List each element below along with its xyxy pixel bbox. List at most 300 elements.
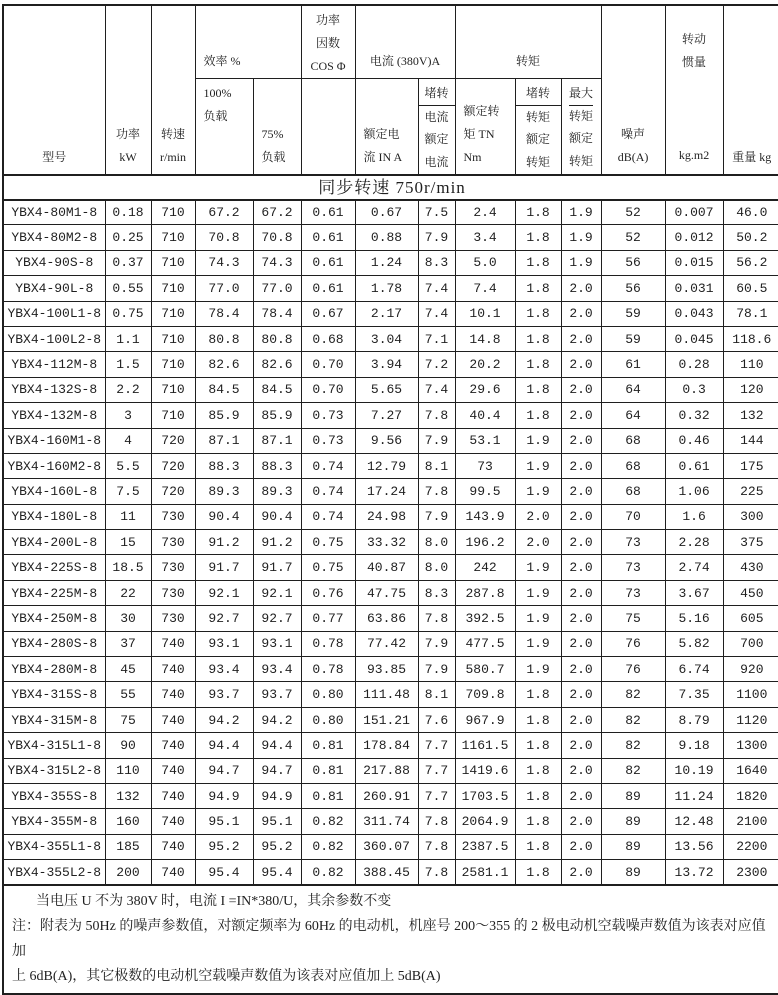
speed-cell: 740 [151, 834, 195, 859]
locked-torque-ratio-cell: 1.8 [515, 200, 561, 225]
speed-cell: 720 [151, 428, 195, 453]
speed-cell: 710 [151, 326, 195, 351]
efficiency-75-cell: 67.2 [253, 200, 301, 225]
table-row [3, 809, 778, 834]
power-factor-cell: 0.78 [301, 631, 355, 656]
model-cell: YBX4-160M1-8 [3, 428, 105, 453]
inertia-cell: 6.74 [665, 657, 723, 682]
noise-cell: 59 [601, 326, 665, 351]
locked-torque-ratio-cell: 1.8 [515, 352, 561, 377]
model-cell: YBX4-315L2-8 [3, 758, 105, 783]
power-factor-cell: 0.61 [301, 276, 355, 301]
inertia-cell: 3.67 [665, 580, 723, 605]
header-inertia-line1: 转动 [682, 31, 707, 46]
power-factor-cell: 0.61 [301, 200, 355, 225]
header-load-100 [195, 79, 253, 175]
rated-current-cell: 0.67 [355, 200, 418, 225]
speed-cell: 740 [151, 707, 195, 732]
efficiency-75-cell: 91.2 [253, 530, 301, 555]
locked-current-ratio-cell: 7.7 [418, 758, 455, 783]
rated-torque-cell: 7.4 [455, 276, 515, 301]
noise-cell: 52 [601, 200, 665, 225]
efficiency-100-cell: 94.4 [195, 733, 253, 758]
efficiency-75-cell: 95.4 [253, 860, 301, 885]
rated-torque-cell: 242 [455, 555, 515, 580]
weight-cell: 1100 [723, 682, 778, 707]
locked-torque-numerator: 堵转 [516, 82, 561, 106]
weight-cell: 225 [723, 479, 778, 504]
weight-cell: 56.2 [723, 250, 778, 275]
power-cell: 22 [105, 580, 151, 605]
noise-cell: 75 [601, 606, 665, 631]
speed-cell: 710 [151, 225, 195, 250]
efficiency-100-cell: 67.2 [195, 200, 253, 225]
table-row [3, 504, 778, 529]
power-cell: 4 [105, 428, 151, 453]
speed-cell: 740 [151, 733, 195, 758]
power-factor-cell: 0.74 [301, 504, 355, 529]
noise-cell: 89 [601, 834, 665, 859]
speed-cell: 710 [151, 377, 195, 402]
power-factor-cell: 0.77 [301, 606, 355, 631]
inertia-cell: 0.031 [665, 276, 723, 301]
header-power-factor-line3: COS Φ [310, 59, 346, 73]
rated-current-cell: 260.91 [355, 783, 418, 808]
efficiency-100-cell: 93.1 [195, 631, 253, 656]
speed-cell: 740 [151, 783, 195, 808]
rated-torque-cell: 40.4 [455, 403, 515, 428]
inertia-cell: 0.007 [665, 200, 723, 225]
model-cell: YBX4-355L1-8 [3, 834, 105, 859]
header-current-group [355, 5, 455, 79]
inertia-cell: 13.56 [665, 834, 723, 859]
rated-torque-cell: 20.2 [455, 352, 515, 377]
max-torque-ratio-cell: 2.0 [561, 530, 601, 555]
rated-current-cell: 33.32 [355, 530, 418, 555]
inertia-cell: 7.35 [665, 682, 723, 707]
table-row [3, 707, 778, 732]
rated-current-cell: 77.42 [355, 631, 418, 656]
noise-cell: 68 [601, 453, 665, 478]
model-cell: YBX4-250M-8 [3, 606, 105, 631]
efficiency-100-cell: 92.1 [195, 580, 253, 605]
efficiency-75-cell: 74.3 [253, 250, 301, 275]
efficiency-100-cell: 70.8 [195, 225, 253, 250]
max-torque-line3: 额定 [569, 131, 594, 145]
power-factor-cell: 0.80 [301, 707, 355, 732]
noise-cell: 73 [601, 530, 665, 555]
inertia-cell: 5.82 [665, 631, 723, 656]
power-cell: 160 [105, 809, 151, 834]
header-noise-line2: dB(A) [617, 149, 649, 164]
max-torque-ratio-cell: 2.0 [561, 834, 601, 859]
speed-cell: 740 [151, 631, 195, 656]
header-power [105, 5, 151, 175]
locked-current-ratio-cell: 8.0 [418, 530, 455, 555]
note-line-3: 上 6dB(A)，其它极数的电动机空载噪声数值为该表对应值加上 5dB(A) [12, 969, 441, 985]
locked-torque-ratio-cell: 2.0 [515, 504, 561, 529]
efficiency-100-cell: 74.3 [195, 250, 253, 275]
efficiency-100-cell: 78.4 [195, 301, 253, 326]
speed-cell: 710 [151, 276, 195, 301]
model-cell: YBX4-355M-8 [3, 809, 105, 834]
table-row [3, 657, 778, 682]
rated-torque-cell: 580.7 [455, 657, 515, 682]
weight-cell: 118.6 [723, 326, 778, 351]
notes-row [3, 885, 778, 994]
weight-cell: 78.1 [723, 301, 778, 326]
header-rated-current-line2: 流 IN A [363, 149, 403, 164]
max-torque-ratio-cell: 2.0 [561, 479, 601, 504]
model-cell: YBX4-355S-8 [3, 783, 105, 808]
rated-torque-cell: 1419.6 [455, 758, 515, 783]
efficiency-100-cell: 93.7 [195, 682, 253, 707]
max-torque-ratio-cell: 2.0 [561, 276, 601, 301]
power-cell: 132 [105, 783, 151, 808]
weight-cell: 430 [723, 555, 778, 580]
power-factor-cell: 0.82 [301, 860, 355, 885]
model-cell: YBX4-225S-8 [3, 555, 105, 580]
noise-cell: 61 [601, 352, 665, 377]
locked-current-ratio-cell: 7.7 [418, 783, 455, 808]
header-locked-current-ratio [418, 79, 455, 175]
weight-cell: 700 [723, 631, 778, 656]
note-line-1: 当电压 U 不为 380V 时，电流 I =IN*380/U，其余参数不变 [36, 894, 392, 910]
weight-cell: 2200 [723, 834, 778, 859]
header-locked-torque-ratio [515, 79, 561, 175]
header-weight [723, 5, 778, 175]
power-factor-cell: 0.68 [301, 326, 355, 351]
weight-cell: 132 [723, 403, 778, 428]
table-row [3, 580, 778, 605]
model-cell: YBX4-80M1-8 [3, 200, 105, 225]
header-load-75-line2: 负载 [261, 149, 286, 164]
speed-cell: 710 [151, 301, 195, 326]
rated-torque-cell: 2581.1 [455, 860, 515, 885]
efficiency-75-cell: 80.8 [253, 326, 301, 351]
speed-cell: 720 [151, 479, 195, 504]
header-torque-group [455, 5, 601, 79]
power-cell: 11 [105, 504, 151, 529]
weight-cell: 605 [723, 606, 778, 631]
locked-current-line4: 电流 [424, 154, 449, 169]
power-cell: 45 [105, 657, 151, 682]
max-torque-ratio-cell: 2.0 [561, 860, 601, 885]
efficiency-75-cell: 89.3 [253, 479, 301, 504]
table-row [3, 301, 778, 326]
inertia-cell: 12.48 [665, 809, 723, 834]
weight-cell: 110 [723, 352, 778, 377]
efficiency-75-cell: 84.5 [253, 377, 301, 402]
model-cell: YBX4-180L-8 [3, 504, 105, 529]
locked-torque-ratio-cell: 1.9 [515, 453, 561, 478]
weight-cell: 450 [723, 580, 778, 605]
efficiency-100-cell: 94.2 [195, 707, 253, 732]
max-torque-overline [562, 105, 601, 128]
rated-torque-cell: 29.6 [455, 377, 515, 402]
weight-cell: 1640 [723, 758, 778, 783]
efficiency-100-cell: 85.9 [195, 403, 253, 428]
locked-torque-ratio-cell: 1.8 [515, 707, 561, 732]
rated-current-cell: 63.86 [355, 606, 418, 631]
model-cell: YBX4-112M-8 [3, 352, 105, 377]
weight-cell: 2300 [723, 860, 778, 885]
rated-current-cell: 3.04 [355, 326, 418, 351]
locked-current-ratio-cell: 7.5 [418, 200, 455, 225]
max-torque-line2: 转矩 [569, 105, 593, 127]
power-factor-cell: 0.82 [301, 809, 355, 834]
model-cell: YBX4-315S-8 [3, 682, 105, 707]
inertia-cell: 0.61 [665, 453, 723, 478]
header-noise [601, 5, 665, 175]
rated-torque-cell: 287.8 [455, 580, 515, 605]
model-cell: YBX4-132M-8 [3, 403, 105, 428]
table-row [3, 200, 778, 225]
model-cell: YBX4-80M2-8 [3, 225, 105, 250]
table-row [3, 276, 778, 301]
inertia-cell: 0.28 [665, 352, 723, 377]
inertia-cell: 0.46 [665, 428, 723, 453]
efficiency-75-cell: 93.4 [253, 657, 301, 682]
locked-current-ratio-cell: 8.3 [418, 250, 455, 275]
header-load-75-line1: 75% [261, 126, 284, 141]
speed-cell: 710 [151, 200, 195, 225]
locked-torque-ratio-cell: 1.8 [515, 377, 561, 402]
rated-current-cell: 360.07 [355, 834, 418, 859]
power-cell: 75 [105, 707, 151, 732]
efficiency-75-cell: 94.4 [253, 733, 301, 758]
power-cell: 55 [105, 682, 151, 707]
speed-cell: 710 [151, 250, 195, 275]
table-row [3, 606, 778, 631]
table-row [3, 326, 778, 351]
rated-current-cell: 17.24 [355, 479, 418, 504]
sync-speed-row [3, 175, 778, 200]
rated-current-cell: 93.85 [355, 657, 418, 682]
header-inertia-line2: 惯量 [682, 54, 707, 69]
noise-cell: 64 [601, 377, 665, 402]
note-line-2: 注：附表为 50Hz 的噪声参数值，对额定频率为 60Hz 的电动机，机座号 200～355 的 2 极电动机空载噪声数值为该表对应值加 [12, 919, 766, 960]
locked-torque-ratio-cell: 1.9 [515, 631, 561, 656]
speed-cell: 740 [151, 860, 195, 885]
header-max-torque-ratio [561, 79, 601, 175]
table-footer [3, 885, 778, 994]
header-rated-torque-line2: 矩 TN Nm [463, 126, 495, 164]
max-torque-ratio-cell: 2.0 [561, 403, 601, 428]
weight-cell: 120 [723, 377, 778, 402]
inertia-cell: 2.74 [665, 555, 723, 580]
table-header [3, 5, 778, 200]
max-torque-ratio-cell: 2.0 [561, 580, 601, 605]
power-factor-cell: 0.61 [301, 225, 355, 250]
weight-cell: 1820 [723, 783, 778, 808]
noise-cell: 89 [601, 860, 665, 885]
noise-cell: 82 [601, 707, 665, 732]
locked-torque-line3: 额定 [526, 132, 551, 146]
efficiency-100-cell: 87.1 [195, 428, 253, 453]
efficiency-100-cell: 82.6 [195, 352, 253, 377]
header-inertia-box [666, 8, 723, 172]
efficiency-100-cell: 93.4 [195, 657, 253, 682]
locked-current-ratio-cell: 7.8 [418, 860, 455, 885]
efficiency-75-cell: 77.0 [253, 276, 301, 301]
rated-torque-cell: 53.1 [455, 428, 515, 453]
max-torque-ratio-cell: 2.0 [561, 326, 601, 351]
noise-cell: 59 [601, 301, 665, 326]
efficiency-100-cell: 91.2 [195, 530, 253, 555]
header-row-groups [3, 5, 778, 79]
locked-current-ratio-cell: 7.9 [418, 225, 455, 250]
efficiency-75-cell: 94.7 [253, 758, 301, 783]
header-speed-line1: 转速 [160, 126, 185, 141]
speed-cell: 730 [151, 555, 195, 580]
noise-cell: 64 [601, 403, 665, 428]
efficiency-75-cell: 87.1 [253, 428, 301, 453]
rated-current-cell: 9.56 [355, 428, 418, 453]
rated-current-cell: 178.84 [355, 733, 418, 758]
efficiency-75-cell: 90.4 [253, 504, 301, 529]
header-load-100-line2: 负载 [203, 109, 228, 123]
efficiency-100-cell: 91.7 [195, 555, 253, 580]
rated-current-cell: 40.87 [355, 555, 418, 580]
header-rated-current-line1: 额定电 [363, 126, 400, 141]
locked-current-ratio-cell: 7.9 [418, 657, 455, 682]
noise-cell: 82 [601, 758, 665, 783]
locked-current-ratio-cell: 7.8 [418, 403, 455, 428]
header-efficiency-group [195, 5, 301, 79]
header-model-label: 型号 [42, 149, 67, 164]
power-factor-cell: 0.80 [301, 682, 355, 707]
locked-current-ratio-cell: 7.2 [418, 352, 455, 377]
inertia-cell: 0.3 [665, 377, 723, 402]
inertia-cell: 2.28 [665, 530, 723, 555]
inertia-cell: 1.06 [665, 479, 723, 504]
rated-current-cell: 2.17 [355, 301, 418, 326]
max-torque-ratio-cell: 2.0 [561, 377, 601, 402]
header-power-factor-spacer [301, 79, 355, 175]
inertia-cell: 8.79 [665, 707, 723, 732]
noise-cell: 73 [601, 555, 665, 580]
locked-torque-ratio-cell: 1.9 [515, 555, 561, 580]
speed-cell: 730 [151, 504, 195, 529]
header-power-line2: kW [119, 149, 137, 164]
weight-cell: 60.5 [723, 276, 778, 301]
locked-current-ratio-cell: 7.8 [418, 834, 455, 859]
locked-current-line2: 电流 [424, 109, 449, 124]
locked-current-ratio-cell: 8.0 [418, 555, 455, 580]
table-row [3, 250, 778, 275]
efficiency-100-cell: 95.1 [195, 809, 253, 834]
locked-torque-ratio-cell: 1.8 [515, 682, 561, 707]
header-speed-line2: r/min [160, 149, 186, 164]
efficiency-75-cell: 95.2 [253, 834, 301, 859]
power-factor-cell: 0.81 [301, 758, 355, 783]
header-rated-torque [455, 79, 515, 175]
max-torque-ratio-cell: 2.0 [561, 758, 601, 783]
locked-torque-ratio-cell: 1.9 [515, 479, 561, 504]
efficiency-75-cell: 85.9 [253, 403, 301, 428]
efficiency-100-cell: 88.3 [195, 453, 253, 478]
max-torque-ratio-cell: 2.0 [561, 555, 601, 580]
speed-cell: 740 [151, 657, 195, 682]
table-row [3, 453, 778, 478]
efficiency-100-cell: 92.7 [195, 606, 253, 631]
inertia-cell: 9.18 [665, 733, 723, 758]
max-torque-ratio-cell: 2.0 [561, 428, 601, 453]
max-torque-numerator: 最大 [569, 86, 594, 100]
noise-cell: 82 [601, 682, 665, 707]
locked-torque-line4: 转矩 [526, 154, 551, 169]
locked-current-ratio-cell: 7.8 [418, 606, 455, 631]
header-efficiency-label: 效率 % [203, 54, 241, 68]
weight-cell: 375 [723, 530, 778, 555]
max-torque-ratio-cell: 1.9 [561, 200, 601, 225]
power-factor-cell: 0.76 [301, 580, 355, 605]
noise-cell: 76 [601, 631, 665, 656]
noise-cell: 56 [601, 250, 665, 275]
efficiency-75-cell: 93.7 [253, 682, 301, 707]
max-torque-ratio-cell: 2.0 [561, 783, 601, 808]
locked-torque-ratio-cell: 1.8 [515, 783, 561, 808]
locked-torque-ratio-cell: 1.8 [515, 834, 561, 859]
weight-cell: 300 [723, 504, 778, 529]
rated-torque-cell: 967.9 [455, 707, 515, 732]
speed-cell: 730 [151, 580, 195, 605]
power-cell: 90 [105, 733, 151, 758]
weight-cell: 46.0 [723, 200, 778, 225]
model-cell: YBX4-315L1-8 [3, 733, 105, 758]
locked-current-ratio-cell: 7.6 [418, 707, 455, 732]
noise-cell: 89 [601, 783, 665, 808]
locked-current-line3: 额定 [424, 132, 449, 146]
weight-cell: 144 [723, 428, 778, 453]
speed-cell: 730 [151, 530, 195, 555]
locked-current-ratio-cell: 7.4 [418, 276, 455, 301]
efficiency-75-cell: 88.3 [253, 453, 301, 478]
inertia-cell: 10.19 [665, 758, 723, 783]
speed-cell: 740 [151, 809, 195, 834]
locked-torque-ratio-cell: 1.8 [515, 758, 561, 783]
header-power-factor-line1: 功率 [315, 13, 340, 27]
locked-torque-ratio-cell: 1.8 [515, 733, 561, 758]
noise-cell: 56 [601, 276, 665, 301]
header-rated-current [355, 79, 418, 175]
efficiency-75-cell: 94.2 [253, 707, 301, 732]
table-row [3, 225, 778, 250]
power-factor-cell: 0.74 [301, 453, 355, 478]
locked-torque-ratio-cell: 1.9 [515, 657, 561, 682]
locked-torque-ratio-cell: 1.8 [515, 809, 561, 834]
locked-current-ratio-cell: 7.9 [418, 504, 455, 529]
inertia-cell: 0.012 [665, 225, 723, 250]
rated-current-cell: 111.48 [355, 682, 418, 707]
noise-cell: 68 [601, 479, 665, 504]
model-cell: YBX4-280M-8 [3, 657, 105, 682]
locked-current-ratio-cell: 7.4 [418, 377, 455, 402]
power-cell: 37 [105, 631, 151, 656]
power-cell: 185 [105, 834, 151, 859]
rated-current-cell: 47.75 [355, 580, 418, 605]
speed-cell: 740 [151, 758, 195, 783]
speed-cell: 710 [151, 352, 195, 377]
header-inertia-title [666, 28, 723, 74]
table-row [3, 479, 778, 504]
noise-cell: 52 [601, 225, 665, 250]
power-cell: 110 [105, 758, 151, 783]
model-cell: YBX4-200L-8 [3, 530, 105, 555]
weight-cell: 920 [723, 657, 778, 682]
efficiency-100-cell: 77.0 [195, 276, 253, 301]
